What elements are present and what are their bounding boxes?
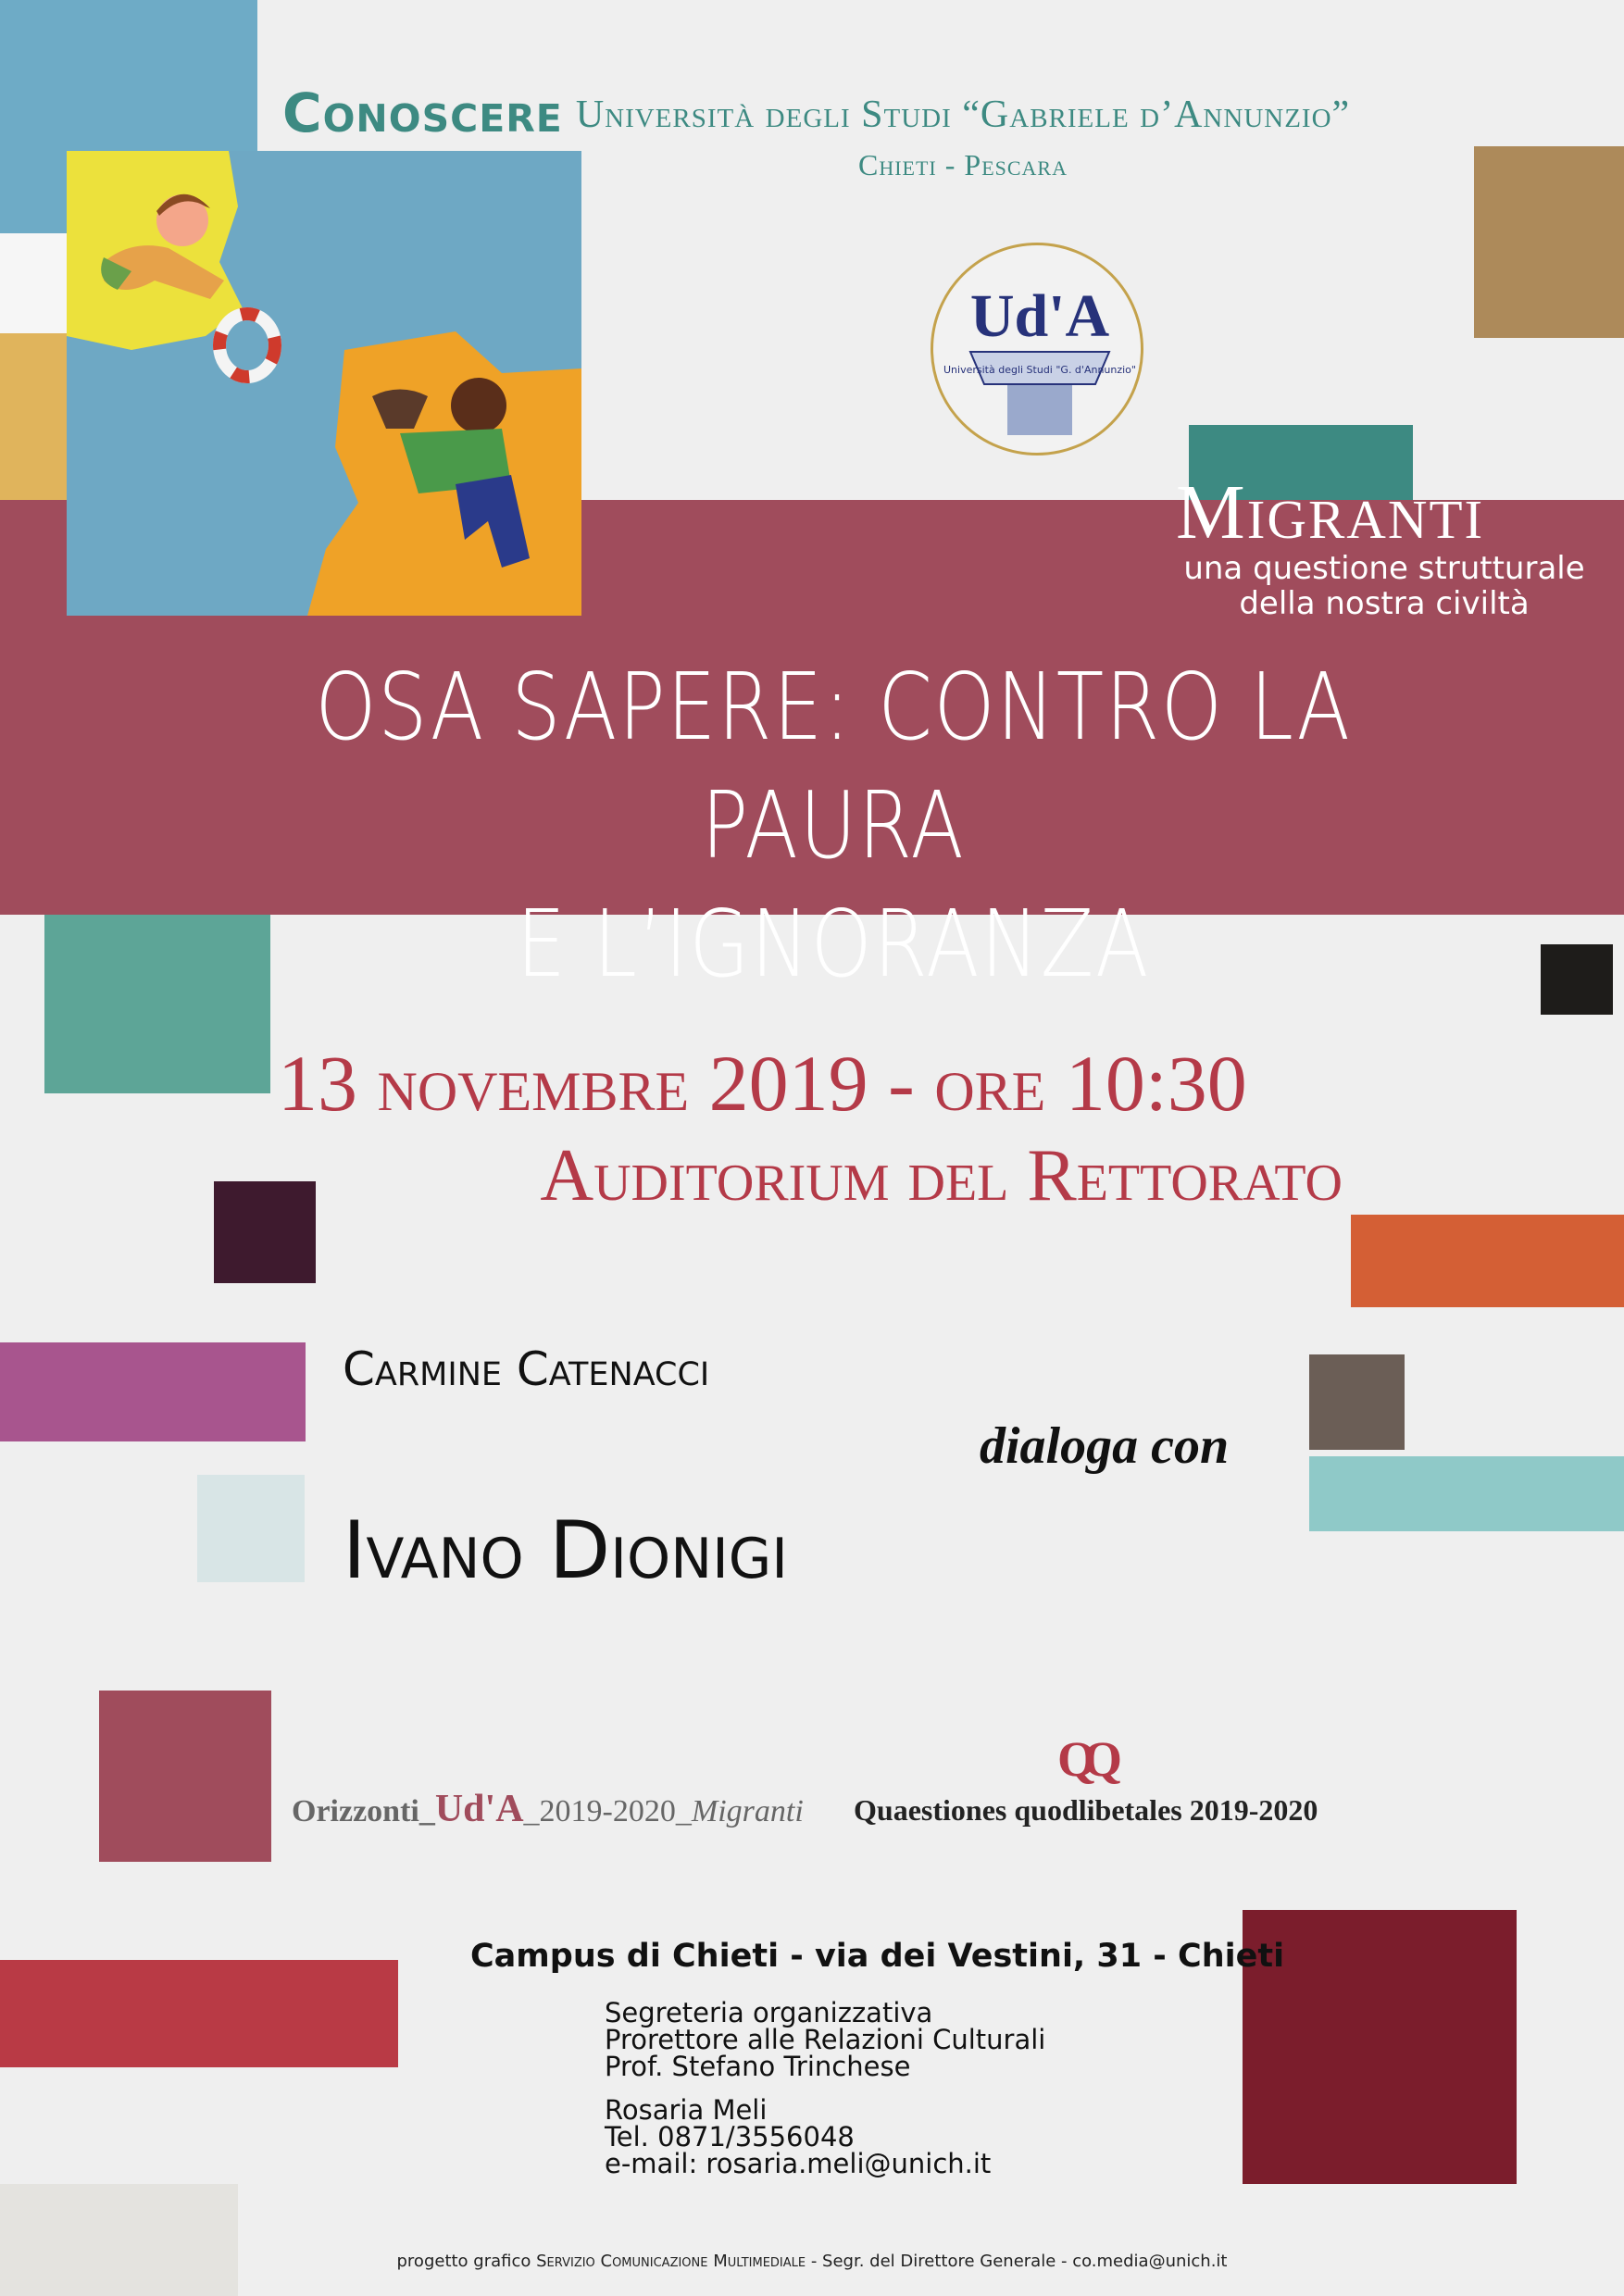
event-title-line1: OSA SAPERE: CONTRO LA PAURA: [315, 653, 1352, 880]
qq-logo-icon: [1056, 1731, 1120, 1787]
footer-suffix: - Segr. del Direttore Generale - co.media@unich.it: [806, 2252, 1228, 2271]
deco-block-red: [0, 1960, 398, 2067]
cycle-subtitle: [1157, 551, 1611, 621]
secretariat-block: [605, 1997, 1046, 2082]
cycle-subtitle-line2: della nostra civiltà: [1239, 585, 1530, 622]
event-title-line2: E L’IGNORANZA: [516, 890, 1151, 998]
qq-logo-text: QQ: [1057, 1731, 1110, 1787]
university-logo: [931, 243, 1143, 455]
quaestiones-brand: Quaestiones quodlibetales 2019-2020: [854, 1793, 1318, 1827]
illustration-painting: [67, 151, 581, 616]
deco-block-left-yellow: [0, 333, 67, 500]
university-logo-graphic: [933, 245, 1143, 455]
cycle-title: Migranti: [1176, 469, 1485, 555]
logo-ring-text: Università degli Studi "G. d'Annunzio": [943, 364, 1136, 376]
deco-block-orange: [1351, 1215, 1624, 1307]
deco-block-taupe: [1309, 1354, 1405, 1450]
orizzonti-years: _2019-2020_: [523, 1794, 692, 1828]
deco-block-black-small: [1541, 944, 1613, 1015]
secretariat-line2: Prorettore alle Relazioni Culturali: [605, 2024, 1046, 2055]
deco-block-pale-blue: [197, 1475, 305, 1582]
event-date: 13 novembre 2019 - ore 10:30: [278, 1039, 1247, 1128]
deco-block-rose: [99, 1691, 271, 1862]
university-name: Università degli Studi “Gabriele d’Annunzio”: [575, 94, 1351, 136]
orizzonti-prefix: Orizzonti_: [292, 1794, 435, 1828]
orizzonti-brand: [292, 1787, 804, 1831]
deco-block-left-white: [0, 233, 67, 333]
deco-block-light-teal: [1309, 1456, 1624, 1531]
contact-phone: Tel. 0871/3556048: [605, 2121, 855, 2152]
footer-prefix: progetto grafico: [396, 2252, 537, 2271]
logo-text: Ud'A: [969, 282, 1110, 350]
contact-email[interactable]: e-mail: rosaria.meli@unich.it: [605, 2148, 992, 2179]
orizzonti-uda: Ud'A: [434, 1788, 524, 1830]
secretariat-line1: Segreteria organizzativa: [605, 1997, 933, 2028]
contact-block: [605, 2094, 992, 2179]
event-venue: Auditorium del Rettorato: [540, 1135, 1343, 1217]
contact-name: Rosaria Meli: [605, 2094, 768, 2126]
series-label: Conoscere: [282, 81, 563, 144]
university-city: Chieti - Pescara: [857, 148, 1068, 181]
deco-block-teal-left: [44, 915, 270, 1093]
speaker-connector: dialoga con: [980, 1417, 1230, 1475]
deco-block-bottom-left-light: [0, 2184, 238, 2296]
painting-graphic: [67, 151, 581, 616]
campus-address: Campus di Chieti - via dei Vestini, 31 - Chieti: [470, 1938, 1285, 1975]
orizzonti-theme: Migranti: [691, 1794, 804, 1828]
speaker-second: Ivano Dionigi: [343, 1504, 788, 1597]
painting-child-right-head: [451, 378, 506, 433]
deco-block-top-right-brown: [1474, 146, 1624, 338]
cycle-subtitle-line1: una questione strutturale: [1183, 550, 1585, 587]
event-title: [250, 648, 1417, 1004]
footer-service: Servizio Comunicazione Multimediale: [536, 2252, 806, 2271]
footer-credits: [0, 2252, 1624, 2271]
qq-logo-graphic: [1056, 1731, 1120, 1787]
speaker-first: Carmine Catenacci: [343, 1342, 710, 1396]
deco-block-magenta: [0, 1342, 306, 1441]
secretariat-line3: Prof. Stefano Trinchese: [605, 2051, 911, 2082]
